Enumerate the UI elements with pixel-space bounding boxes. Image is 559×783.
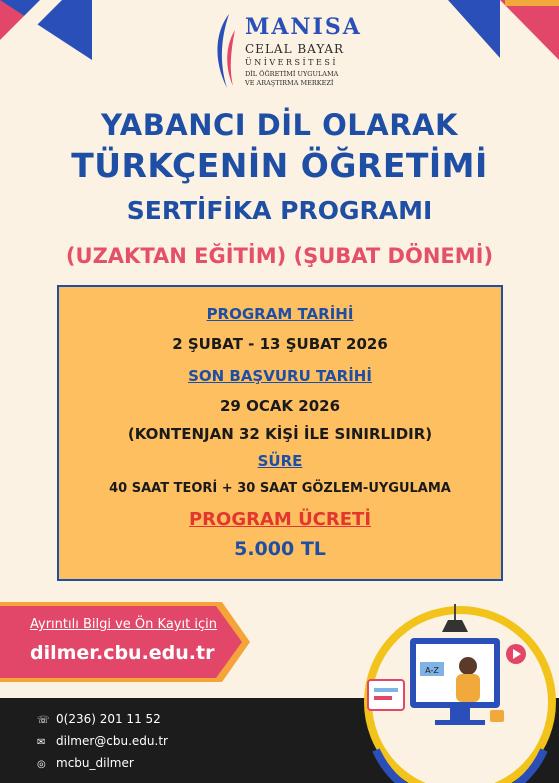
phone-text: 0(236) 201 11 52 bbox=[56, 712, 161, 726]
instagram-icon: ◎ bbox=[37, 759, 46, 770]
program-details-box bbox=[57, 285, 503, 581]
phone-row[interactable] bbox=[37, 712, 161, 726]
deadline-label: SON BAŞVURU TARİHİ bbox=[188, 367, 372, 385]
logo-sub3: DİL ÖĞRETİMİ UYGULAMA bbox=[245, 70, 339, 78]
logo-sub2: ÜNİVERSİTESİ bbox=[245, 58, 338, 67]
instagram-text: mcbu_dilmer bbox=[56, 756, 134, 770]
info-banner bbox=[0, 602, 250, 682]
title-line4: (UZAKTAN EĞİTİM) (ŞUBAT DÖNEMİ) bbox=[65, 244, 494, 268]
duration-value: 40 SAAT TEORİ + 30 SAAT GÖZLEM-UYGULAMA bbox=[109, 481, 451, 496]
corner-stripe-orange bbox=[505, 0, 559, 6]
title-line3: SERTİFİKA PROGRAMI bbox=[126, 196, 433, 225]
online-teacher-illustration bbox=[350, 590, 559, 783]
quota-note: (KONTENJAN 32 KİŞİ İLE SINIRLIDIR) bbox=[127, 425, 433, 443]
logo-sub1: CELAL BAYAR bbox=[245, 42, 345, 56]
title-line2: TÜRKÇENİN ÖĞRETİMİ bbox=[71, 146, 488, 185]
info-url-link[interactable]: dilmer.cbu.edu.tr bbox=[30, 642, 215, 664]
corner-triangle-red bbox=[500, 0, 559, 60]
corner-triangle-blue-right bbox=[448, 0, 500, 58]
screen-text: A-Z bbox=[425, 666, 439, 675]
phone-icon: ☏ bbox=[37, 715, 50, 726]
logo-mark-icon bbox=[209, 12, 239, 92]
program-date: 2 ŞUBAT - 13 ŞUBAT 2026 bbox=[172, 335, 388, 353]
logo-name: MANISA bbox=[245, 14, 362, 40]
deadline-date: 29 OCAK 2026 bbox=[219, 397, 341, 415]
logo-sub4: VE ARAŞTIRMA MERKEZİ bbox=[245, 79, 334, 87]
instagram-row[interactable] bbox=[37, 756, 134, 770]
title-line1: YABANCI DİL OLARAK bbox=[101, 108, 458, 142]
email-row[interactable] bbox=[37, 734, 168, 748]
fee-value: 5.000 TL bbox=[234, 538, 326, 560]
duration-label: SÜRE bbox=[257, 452, 303, 470]
email-text: dilmer@cbu.edu.tr bbox=[56, 734, 168, 748]
info-label: Ayrıntılı Bilgi ve Ön Kayıt için bbox=[30, 617, 217, 632]
fee-label: PROGRAM ÜCRETİ bbox=[188, 509, 372, 530]
email-icon: ✉ bbox=[37, 737, 46, 748]
program-date-label: PROGRAM TARİHİ bbox=[206, 305, 354, 323]
university-logo bbox=[209, 8, 369, 98]
